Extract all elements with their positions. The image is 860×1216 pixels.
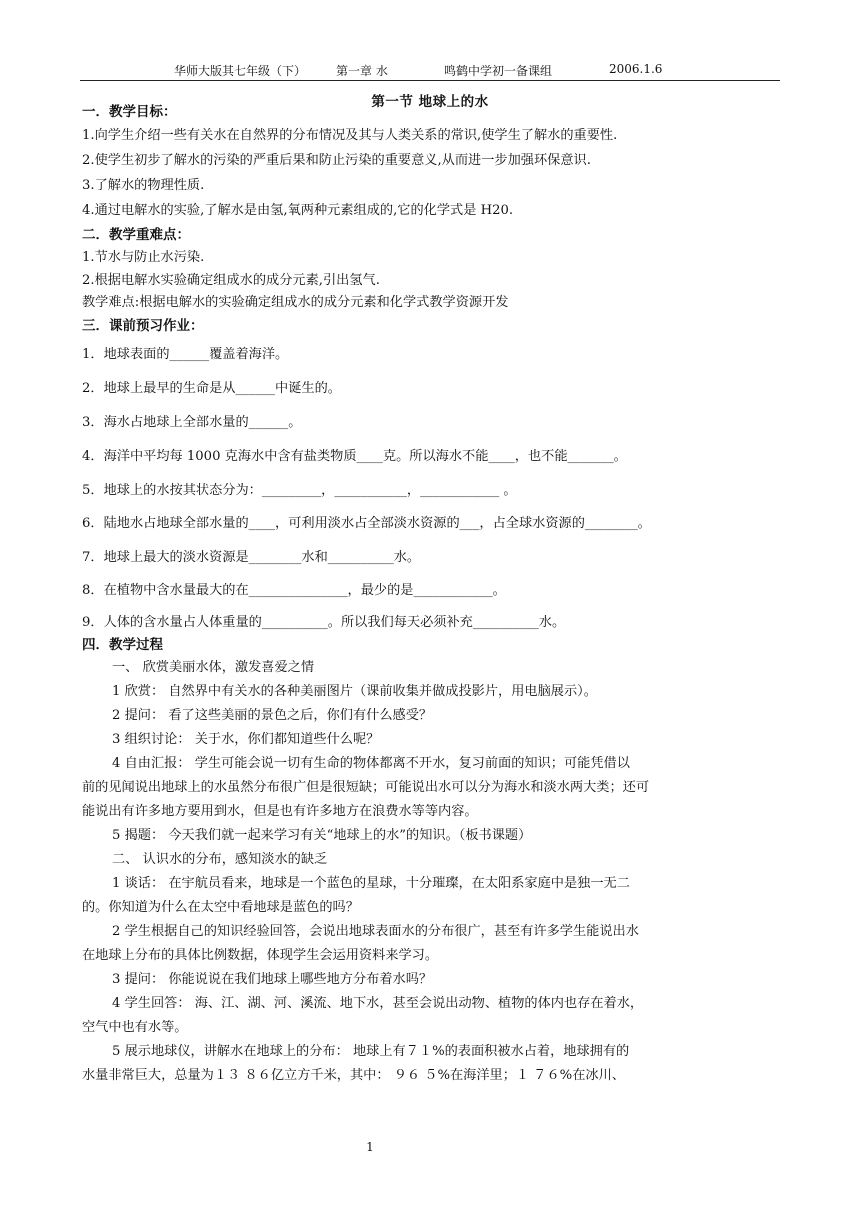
text-line: 1.向学生介绍一些有关水在自然界的分布情况及其与人类关系的常识,使学生了解水的重要性. [82, 128, 618, 143]
header-date: 2006.1.6 [609, 62, 663, 76]
header-group: 鸣鹤中学初一备课组 [444, 64, 553, 78]
text-line: 4 学生回答： 海、江、湖、河、溪流、地下水，甚至会说出动物、植物的体内也存在着水， [112, 996, 644, 1011]
text-line: 水量非常巨大，总量为１３ ８６亿立方千米，其中： ９６ ５%在海洋里；１ ７６%在冰川、 [82, 1068, 625, 1083]
text-line: 6．陆地水占地球全部水量的____，可利用淡水占全部淡水资源的___，占全球水资源的________。 [82, 516, 651, 531]
text-line: 1．地球表面的______覆盖着海洋。 [82, 347, 289, 362]
text-line: 在地球上分布的具体比例数据，体现学生会运用资料来学习。 [82, 948, 439, 963]
section-heading: 二．教学重难点： [82, 227, 190, 243]
text-line: 能说出有许多地方要用到水，但是也有许多地方在浪费水等等内容。 [82, 804, 478, 819]
text-line: 2．地球上最早的生命是从______中诞生的。 [82, 381, 341, 396]
section-title: 第一节 地球上的水 [371, 94, 489, 110]
text-line: 8．在植物中含水量最大的在_______________，最少的是____________。 [82, 583, 506, 598]
text-line: 1.节水与防止水污染. [82, 250, 205, 265]
text-line: 4．海洋中平均每 1000 克海水中含有盐类物质____克。所以海水不能____，也不能_______。 [82, 449, 627, 464]
page-header [80, 62, 780, 81]
section-heading: 四．教学过程 [82, 637, 163, 653]
text-line: 3．海水占地球上全部水量的______。 [82, 415, 302, 430]
section-heading: 一．教学目标： [82, 104, 177, 120]
text-line: 2 学生根据自己的知识经验回答，会说出地球表面水的分布很广，甚至有许多学生能说出水 [112, 924, 639, 939]
text-line: 空气中也有水等。 [82, 1020, 188, 1035]
text-line: 2 提问： 看了这些美丽的景色之后，你们有什么感受？ [112, 708, 433, 723]
page-number: 1 [366, 1140, 374, 1154]
text-line: 5 展示地球仪，讲解水在地球上的分布： 地球上有７１%的表面积被水占着，地球拥有的 [112, 1044, 630, 1059]
text-line: 前的见闻说出地球上的水虽然分布很广但是很短缺；可能说出水可以分为海水和淡水两大类；还可 [82, 780, 650, 795]
text-line: 4.通过电解水的实验,了解水是由氢,氧两种元素组成的,它的化学式是 H20. [82, 203, 514, 218]
text-line: 2.根据电解水实验确定组成水的成分元素,引出氢气. [82, 273, 380, 288]
text-line: 教学难点:根据电解水的实验确定组成水的成分元素和化学式教学资源开发 [82, 295, 509, 310]
text-line: 5 揭题： 今天我们就一起来学习有关“地球上的水”的知识。（板书课题） [112, 828, 532, 843]
text-line: 的。你知道为什么在太空中看地球是蓝色的吗？ [82, 900, 359, 915]
text-line: 3.了解水的物理性质. [82, 178, 205, 193]
text-line: 1 谈话： 在宇航员看来，地球是一个蓝色的星球，十分璀璨，在太阳系家庭中是独一无二 [112, 876, 630, 891]
text-line: 一、 欣赏美丽水体，激发喜爱之情 [112, 660, 315, 675]
section-heading: 三．课前预习作业： [82, 318, 204, 334]
text-line: 4 自由汇报： 学生可能会说一切有生命的物体都离不开水，复习前面的知识；可能凭借以 [112, 756, 630, 771]
header-chapter: 第一章 水 [336, 64, 388, 78]
text-line: 二、 认识水的分布，感知淡水的缺乏 [112, 852, 328, 867]
text-line: 1 欣赏： 自然界中有关水的各种美丽图片（课前收集并做成投影片，用电脑展示）。 [112, 684, 597, 699]
text-line: 7．地球上最大的淡水资源是________水和__________水。 [82, 550, 421, 565]
text-line: 5．地球上的水按其状态分为：_________，___________，____________ 。 [82, 483, 517, 498]
text-line: 3 提问： 你能说说在我们地球上哪些地方分布着水吗？ [112, 972, 433, 987]
text-line: 9．人体的含水量占人体重量的__________。所以我们每天必须补充__________水。 [82, 615, 566, 630]
header-edition: 华师大版其七年级（下） [174, 64, 307, 78]
text-line: 3 组织讨论： 关于水，你们都知道些什么呢？ [112, 732, 380, 747]
text-line: 2.使学生初步了解水的污染的严重后果和防止污染的重要意义,从而进一步加强环保意识. [82, 153, 591, 168]
